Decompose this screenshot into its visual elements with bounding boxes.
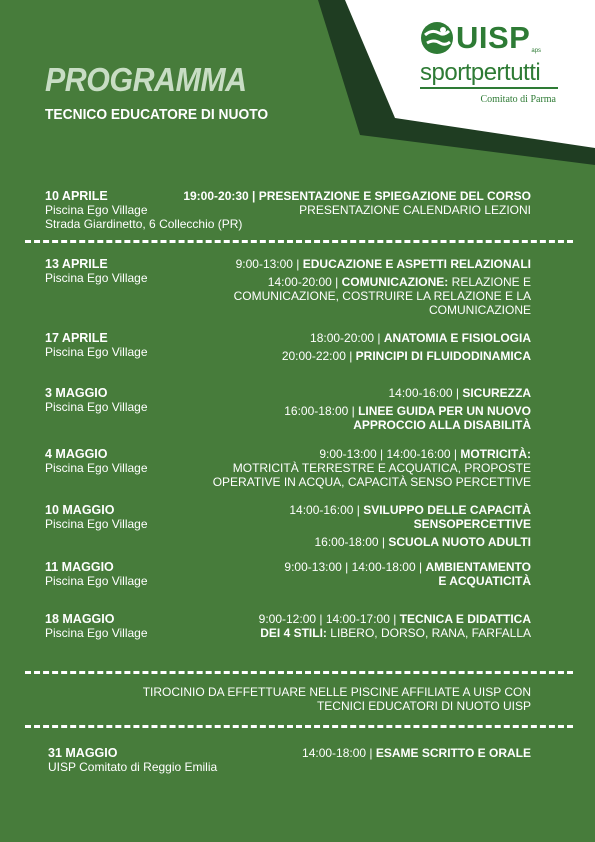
session-time: 16:00-18:00 | — [314, 535, 389, 549]
session-detail: MOTRICITÀ TERRESTRE E ACQUATICA, PROPOSTE — [232, 461, 531, 475]
session-detail: PRESENTAZIONE CALENDARIO LEZIONI — [299, 203, 531, 217]
session-topic: DEI 4 STILI: — [260, 626, 327, 640]
session-time: 19:00-20:30 | — [183, 189, 259, 203]
exam-entry — [48, 746, 531, 774]
soccer-ball-icon — [420, 21, 454, 55]
entry-sessions — [234, 257, 531, 317]
session-time: 14:00-18:00 | — [302, 746, 376, 760]
schedule-entry — [45, 503, 531, 549]
entry-place: UISP Comitato di Reggio Emilia — [48, 760, 218, 774]
session-detail: COMUNICAZIONE, COSTRUIRE LA RELAZIONE E LA — [233, 289, 531, 303]
session-time: 9:00-13:00 | — [235, 257, 303, 271]
entry-date: 13 APRILE — [45, 257, 108, 271]
session-time: 20:00-22:00 | — [281, 349, 356, 363]
dashed-divider — [25, 240, 573, 243]
session-time: 14:00-16:00 | — [289, 503, 364, 517]
entry-sessions — [259, 612, 531, 640]
schedule-entry — [45, 331, 531, 363]
session-topic: APPROCCIO ALLA DISABILITÀ — [353, 418, 531, 432]
logo-aps: aps — [531, 48, 542, 54]
entry-place: Piscina Ego Village — [45, 626, 148, 640]
schedule-entry — [45, 386, 531, 432]
logo-tagline: sportpertutti — [420, 59, 541, 86]
session-topic: ANATOMIA E FISIOLOGIA — [383, 331, 531, 345]
session-detail: OPERATIVE IN ACQUA, CAPACITÀ SENSO PERCETTIVE — [212, 475, 531, 489]
session-time: 9:00-12:00 | 14:00-17:00 | — [258, 612, 400, 626]
page-subtitle: TECNICO EDUCATORE DI NUOTO — [45, 106, 269, 123]
entry-date: 31 MAGGIO — [48, 746, 118, 760]
session-topic: SVILUPPO DELLE CAPACITÀ — [363, 503, 531, 517]
session-time: 16:00-18:00 | — [284, 404, 359, 418]
entry-date: 10 MAGGIO — [45, 503, 115, 517]
session-topic: SENSOPERCETTIVE — [413, 517, 531, 531]
entry-sessions — [289, 503, 531, 549]
session-topic: AMBIENTAMENTO — [425, 560, 531, 574]
entry-sessions — [282, 331, 531, 363]
session-topic: LINEE GUIDA PER UN NUOVO — [358, 404, 531, 418]
session-detail: COMUNICAZIONE — [429, 303, 531, 317]
entry-date: 4 MAGGIO — [45, 447, 108, 461]
session-topic: E ACQUATICITÀ — [438, 574, 531, 588]
session-time: 14:00-20:00 | — [267, 275, 342, 289]
entry-place: Piscina Ego Village — [45, 461, 148, 475]
session-topic: PRESENTAZIONE E SPIEGAZIONE DEL CORSO — [258, 189, 531, 203]
entry-place: Piscina Ego Village — [45, 345, 148, 359]
session-topic: SICUREZZA — [462, 386, 531, 400]
entry-place: Piscina Ego Village — [45, 574, 148, 588]
session-topic: SCUOLA NUOTO ADULTI — [388, 535, 531, 549]
schedule-entry — [45, 447, 531, 489]
entry-sessions — [302, 746, 531, 760]
page-title: PROGRAMMA — [45, 61, 247, 98]
logo-committee: Comitato di Parma — [480, 93, 556, 105]
entry-date: 18 MAGGIO — [45, 612, 115, 626]
entry-sessions — [213, 447, 531, 489]
internship-note — [45, 685, 531, 713]
entry-date: 10 APRILE — [45, 189, 108, 203]
session-time: 9:00-13:00 | 14:00-18:00 | — [284, 560, 426, 574]
schedule-entry — [45, 612, 531, 640]
entry-sessions — [284, 560, 531, 588]
entry-sessions — [183, 189, 531, 217]
logo-divider — [420, 87, 558, 89]
entry-place: Piscina Ego Village — [45, 203, 148, 217]
session-time: 14:00-16:00 | — [388, 386, 463, 400]
schedule-entry — [45, 257, 531, 317]
entry-sessions — [284, 386, 531, 432]
entry-place: Piscina Ego Village — [45, 517, 148, 531]
entry-date: 17 APRILE — [45, 331, 108, 345]
session-topic: TECNICA E DIDATTICA — [399, 612, 531, 626]
session-topic: PRINCIPI DI FLUIDODINAMICA — [355, 349, 531, 363]
dashed-divider — [25, 725, 573, 728]
entry-address: Strada Giardinetto, 6 Collecchio (PR) — [45, 217, 243, 231]
session-topic: EDUCAZIONE E ASPETTI RELAZIONALI — [302, 257, 531, 271]
logo-wordmark: UISP — [456, 20, 531, 55]
session-detail: RELAZIONE E — [448, 275, 531, 289]
entry-date: 3 MAGGIO — [45, 386, 108, 400]
session-time: 9:00-13:00 | 14:00-16:00 | — [319, 447, 461, 461]
schedule-entry — [45, 560, 531, 588]
schedule-entry — [45, 189, 531, 231]
internship-line: TIROCINIO DA EFFETTUARE NELLE PISCINE AFFILIATE A UISP CON — [142, 685, 531, 699]
session-topic: COMUNICAZIONE: — [341, 275, 449, 289]
session-time: 18:00-20:00 | — [310, 331, 384, 345]
session-topic: MOTRICITÀ: — [460, 447, 531, 461]
entry-place: Piscina Ego Village — [45, 271, 148, 285]
session-detail: LIBERO, DORSO, RANA, FARFALLA — [326, 626, 531, 640]
uisp-logo — [420, 18, 565, 118]
internship-line: TECNICI EDUCATORI DI NUOTO UISP — [316, 699, 531, 713]
dashed-divider — [25, 671, 573, 674]
entry-place: Piscina Ego Village — [45, 400, 148, 414]
entry-date: 11 MAGGIO — [45, 560, 114, 574]
session-topic: ESAME SCRITTO E ORALE — [375, 746, 531, 760]
